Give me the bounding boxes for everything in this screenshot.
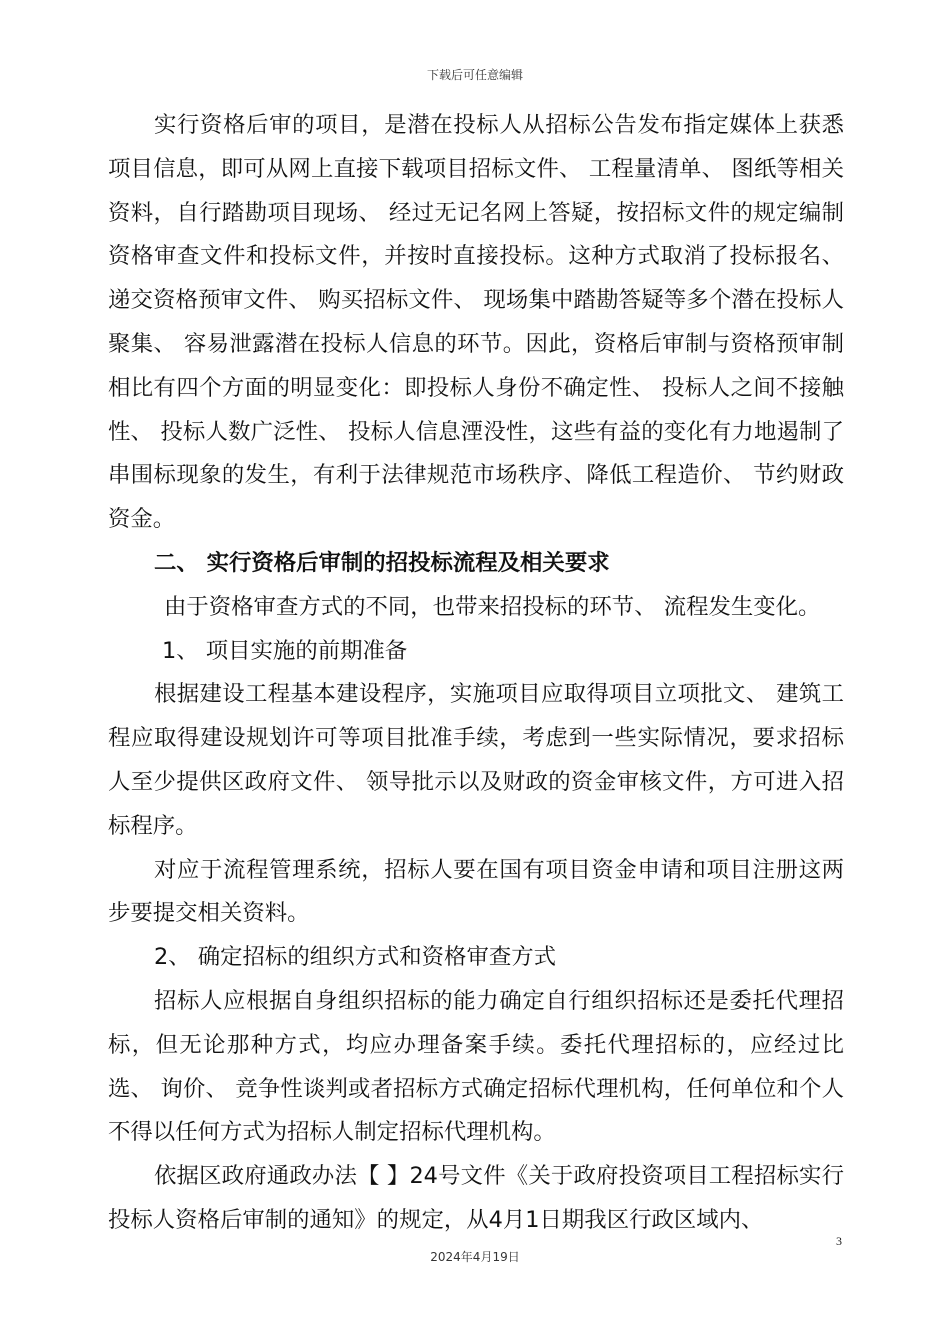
subheading-2: 2、 确定招标的组织方式和资格审查方式 bbox=[154, 944, 557, 971]
paragraph-qualification-post-review: 实行资格后审的项目，是潜在投标人从招标公告发布指定媒体上获悉项目信息，即可从网上直接下载项目招标文件、 工程量清单、 图纸等相关资料，自行踏勘项目现场、 经过无记名网上答疑，按招标文件的规定编制资格审查文件和投标文件，并按时直接投标。这种方式取消了投标报名、 递交资格预审文件、 购买招标文件、 现场集中踏勘答疑等多个潜在投标人聚集、 容易泄露潜在投标人信息的环节。因此，资格后审制与资格预审制相比有四个方面的明显变化：即投标人身份不确定性、 投标人之间不接触性、 投标人数广泛性、 投标人信息湮没性，这些有益的变化有力地遏制了串围标现象的发生，有利于法律规范市场秩序、降低工程造价、 节约财政资金。 bbox=[108, 112, 844, 533]
paragraph-regulation: 依据区政府通政办法【 】24号文件《关于政府投资项目工程招标实行投标人资格后审制的通知》的规定，从4月1日期我区行政区域内、 bbox=[108, 1163, 844, 1233]
paragraph-organization: 招标人应根据自身组织招标的能力确定自行组织招标还是委托代理招标，但无论那种方式，均应办理备案手续。委托代理招标的，应经过比选、 询价、 竞争性谈判或者招标方式确定招标代理机构，任何单位和个人不得以任何方式为招标人制定招标代理机构。 bbox=[108, 987, 844, 1146]
paragraph-preparation: 根据建设工程基本建设程序，实施项目应取得项目立项批文、 建筑工程应取得建设规划许可等项目批准手续，考虑到一些实际情况，要求招标人至少提供区政府文件、 领导批示以及财政的资金审核文件，方可进入招标程序。 bbox=[108, 681, 844, 839]
page-header: 下载后可任意编辑 bbox=[426, 68, 523, 82]
page-footer-date: 2024年4月19日 bbox=[430, 1250, 520, 1264]
page-number: 3 bbox=[836, 1234, 842, 1248]
subheading-1: 1、 项目实施的前期准备 bbox=[162, 637, 408, 664]
paragraph-process-change: 由于资格审查方式的不同，也带来招投标的环节、 流程发生变化。 bbox=[164, 593, 821, 620]
paragraph-flow-system: 对应于流程管理系统，招标人要在国有项目资金申请和项目注册这两步要提交相关资料。 bbox=[108, 856, 844, 927]
document-body bbox=[108, 104, 844, 1243]
section-heading-2: 二、 实行资格后审制的招投标流程及相关要求 bbox=[154, 549, 610, 576]
